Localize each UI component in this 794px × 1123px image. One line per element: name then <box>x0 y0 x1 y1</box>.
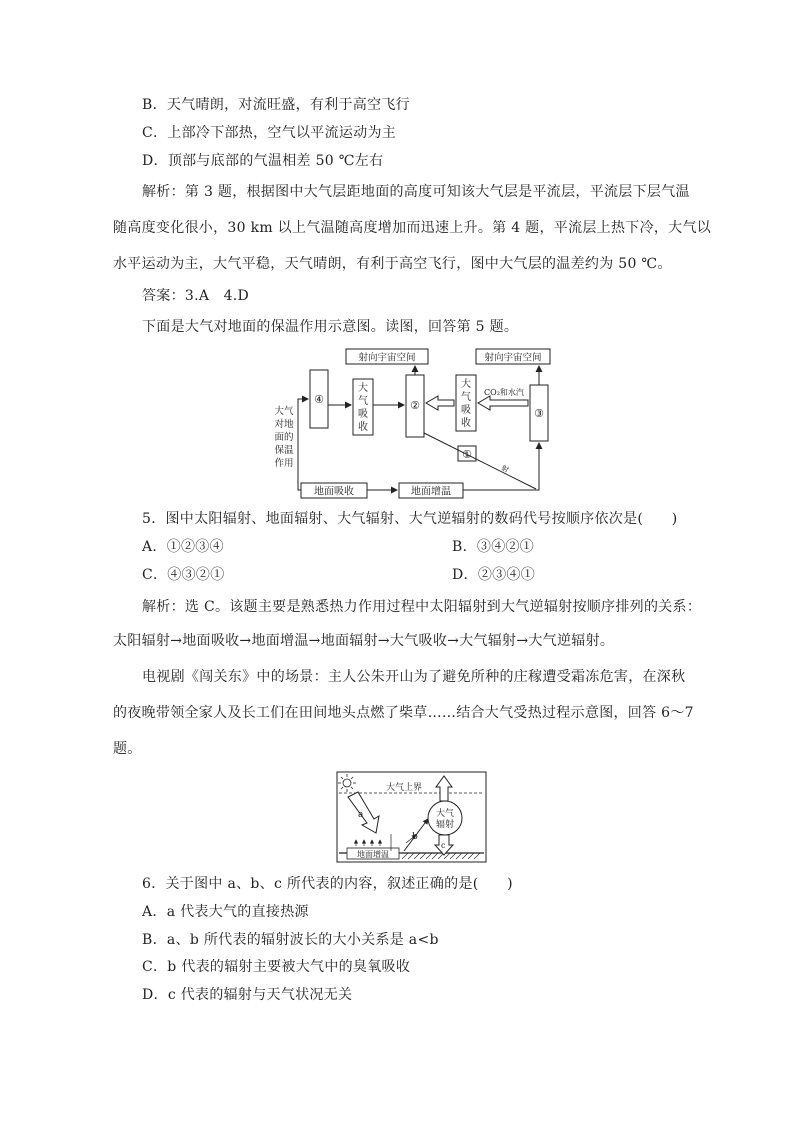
absorb-right-char: 吸 <box>461 405 471 416</box>
side-label-line: 面的 <box>274 432 294 443</box>
label-b: b <box>412 832 418 842</box>
label-4: ④ <box>314 393 324 406</box>
side-label-line: 大气 <box>274 406 294 417</box>
q6-option-b: B．a、b 所代表的辐射波长的大小关系是 a<b <box>142 932 439 948</box>
absorb-left-char: 大 <box>358 383 368 394</box>
space-text-left: 射向宇宙空间 <box>358 352 416 364</box>
sun-icon <box>338 774 356 792</box>
intro67-line: 电视剧《闯关东》中的场景：主人公朱开山为了避免所种的庄稼遭受霜冻危害，在深秋 <box>142 669 686 685</box>
label-c: c <box>441 841 446 850</box>
side-label-line: 保温 <box>274 445 294 456</box>
ground-absorb-text: 地面吸收 <box>314 486 354 498</box>
option-b: B．天气晴朗，对流旺盛，有利于高空飞行 <box>142 97 410 113</box>
intro67-line: 的夜晚带领全家人及长工们在田间地头点燃了柴草……结合大气受热过程示意图，回答 6～7 <box>113 705 694 721</box>
q5-option-b: B．③④②① <box>452 539 535 555</box>
absorb-right-char: 大 <box>461 379 471 390</box>
absorb-left-char: 吸 <box>358 409 368 420</box>
q6-option-a: A．a 代表大气的直接热源 <box>142 904 309 920</box>
analysis-line: 解析：第 3 题，根据图中大气层距地面的高度可知该大气层是平流层，平流层下层气温 <box>142 184 690 200</box>
answer-line: 答案：3.A 4.D <box>142 288 250 304</box>
insulation-diagram <box>268 345 558 502</box>
side-label-line: 对地 <box>274 419 294 430</box>
absorb-right-char: 气 <box>461 392 471 403</box>
option-c: C．上部冷下部热，空气以平流运动为主 <box>142 125 397 141</box>
q6-option-c: C．b 代表的辐射主要被大气中的臭氧吸收 <box>142 959 411 975</box>
analysis5-line: 太阳辐射→地面吸收→地面增温→地面辐射→大气吸收→大气辐射→大气逆辐射。 <box>113 633 615 649</box>
circle-label: 辐射 <box>435 820 455 830</box>
option-d: D．顶部与底部的气温相差 50 ℃左右 <box>142 153 384 169</box>
q5-option-c: C．④③②① <box>142 567 225 583</box>
absorb-right-char: 收 <box>461 418 471 429</box>
absorb-left-char: 气 <box>358 396 368 407</box>
label-3: ③ <box>534 407 544 420</box>
ground-warm-text: 地面增温 <box>411 486 451 498</box>
space-text-right: 射向宇宙空间 <box>484 352 542 364</box>
analysis5-line: 解析：选 C。该题主要是熟悉热力作用过程中太阳辐射到大气逆辐射按顺序排列的关系： <box>142 599 702 615</box>
q6-option-d: D．c 代表的辐射与天气状况无关 <box>142 987 353 1003</box>
analysis-line: 水平运动为主，大气平稳，天气晴朗，有利于高空飞行，图中大气层的温差约为 50 ℃。 <box>113 256 672 272</box>
label-a: a <box>358 810 364 820</box>
heating-diagram <box>336 771 488 865</box>
q5-option-a: A．①②③④ <box>142 539 224 555</box>
arrow-up-hollow <box>436 776 452 801</box>
q6-stem: 6．关于图中 a、b、c 所代表的内容，叙述正确的是( ) <box>142 876 513 892</box>
q5-stem: 5．图中太阳辐射、地面辐射、大气辐射、大气逆辐射的数码代号按顺序依次是( ) <box>142 511 678 527</box>
label-1: ① <box>462 448 472 461</box>
circle-label: 大气 <box>435 809 455 819</box>
arrow-a <box>348 792 379 833</box>
intro-q5: 下面是大气对地面的保温作用示意图。读图，回答第 5 题。 <box>142 319 519 335</box>
analysis-line: 随高度变化很小，30 km 以上气温随高度增加而迅速上升。第 4 题，平流层上热下冷，大气以 <box>113 220 712 236</box>
intro67-line: 题。 <box>113 741 142 757</box>
arrow-note: 射 <box>499 464 510 475</box>
label-2: ② <box>410 399 420 412</box>
absorb-left-char: 收 <box>358 422 368 433</box>
q5-option-d: D．②③④① <box>452 567 536 583</box>
side-label-line: 作用 <box>274 458 294 469</box>
co2-label: CO₂和水汽 <box>484 388 524 397</box>
ground-label: 地面增温 <box>357 850 389 859</box>
top-boundary-label: 大气上界 <box>386 783 423 793</box>
